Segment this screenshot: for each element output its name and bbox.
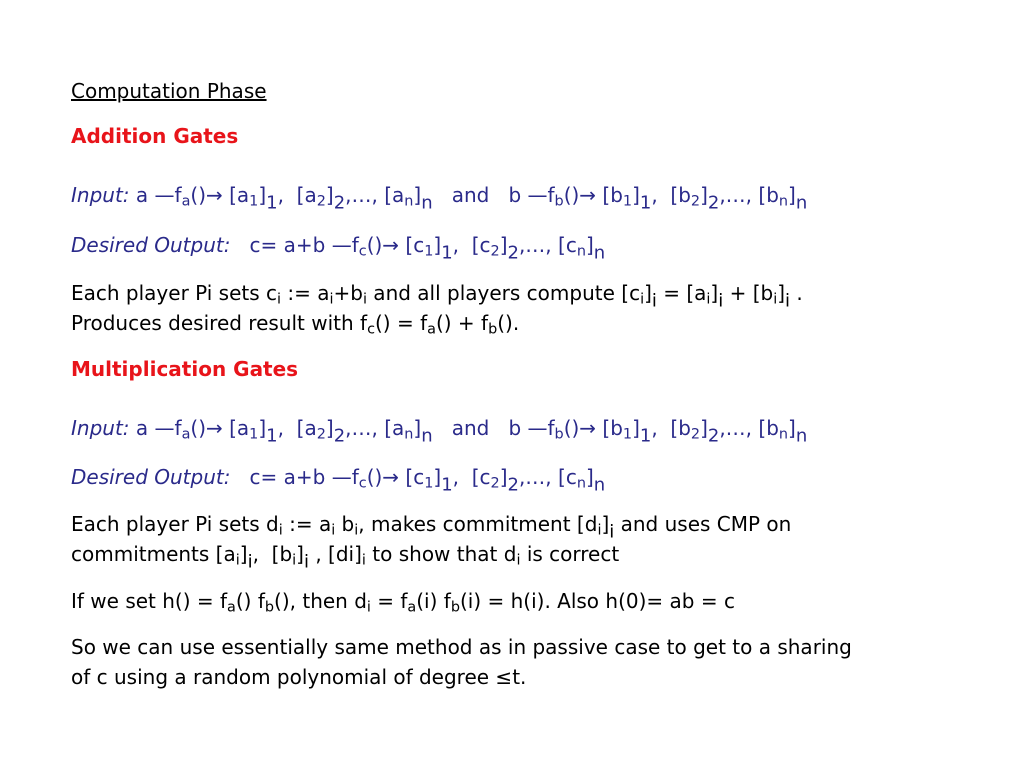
multiplication-explanation: Each player Pi sets $d_i$ := $a_i$ $b_i$, makes commitment $[d_i]i$ and uses CMP on commitments $[a_i]i$, $[b_i]i$ , $[di]_i$ to show that $d_i$ is correct bbox=[71, 512, 792, 573]
conclusion-line-2: of c using a random polynomial of degree ≤t. bbox=[71, 665, 527, 689]
is-correct-text: is correct bbox=[526, 542, 620, 566]
input-label: Input: bbox=[71, 183, 130, 207]
input-label-2: Input: bbox=[71, 416, 130, 440]
each-player-mult: Each player Pi sets bbox=[71, 512, 260, 536]
desired-output-label-2: Desired Output: bbox=[71, 465, 231, 489]
also-text: . Also h(0)= ab = c bbox=[544, 589, 735, 613]
and-word-2: and bbox=[451, 416, 490, 440]
multiplication-desired-output: Desired Output: c= a+b $—f_c()\to [c_1]1$, $[c_2]2,\dots$, $[c_n]n$ bbox=[71, 465, 606, 496]
addition-input-line: Input: a $—f_a()\to [a_1]1$, $[a_2]2,\dots$, $[a_n]n$ and b $—f_b()\to [b_1]1$, $[b_2]2,\dots$, $[b_n]n$ bbox=[71, 183, 808, 214]
conclusion-paragraph bbox=[71, 632, 986, 692]
uses-cmp-text: and uses CMP on bbox=[620, 512, 792, 536]
section-title: Computation Phase bbox=[71, 79, 267, 103]
addition-explanation: Each player Pi sets $c_i$ := $a_i+b_i$ and all players compute $[c_i]i = [a_i]i + [b_i]i$ . Produces desired result with $f_c() = f_a() + f_b()$. bbox=[71, 281, 803, 338]
makes-commitment-text: , makes commitment bbox=[358, 512, 571, 536]
commitments-text: commitments bbox=[71, 542, 210, 566]
and-word: and bbox=[451, 183, 490, 207]
multiplication-gates-heading: Multiplication Gates bbox=[71, 357, 299, 381]
produces-text: Produces desired result with bbox=[71, 311, 354, 335]
addition-desired-output: Desired Output: c= a+b $—f_c()\to [c_1]1$, $[c_2]2,\dots$, $[c_n]n$ bbox=[71, 233, 606, 264]
multiplication-input-line: Input: a $—f_a()\to [a_1]1$, $[a_2]2,\dots$, $[a_n]n$ and b $—f_b()\to [b_1]1$, $[b_2]2,\dots$, $[b_n]n$ bbox=[71, 416, 808, 447]
h-definition-line: If we set $h() = f_a()$ $f_b()$, then $d_i = f_a(i) f_b(i) = h(i)$. Also h(0)= ab = c bbox=[71, 589, 735, 616]
desired-output-label: Desired Output: bbox=[71, 233, 231, 257]
addition-gates-heading: Addition Gates bbox=[71, 124, 239, 148]
if-we-set-text: If we set h() = f bbox=[71, 589, 228, 613]
conclusion-line-1: So we can use essentially same method as in passive case to get to a sharing bbox=[71, 635, 852, 659]
show-correct-text: to show that bbox=[372, 542, 498, 566]
each-player-add: Each player Pi sets bbox=[71, 281, 260, 305]
